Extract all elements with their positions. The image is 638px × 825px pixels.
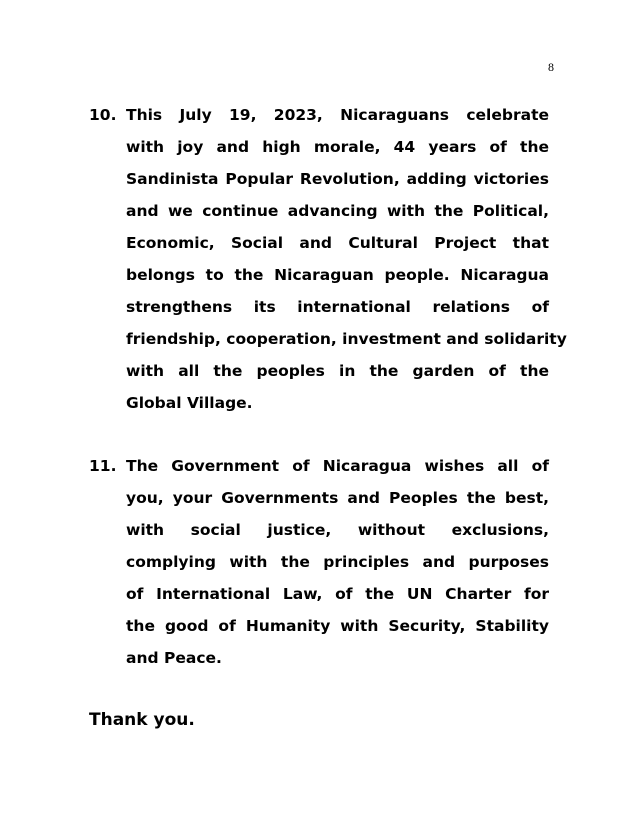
text-line: and we continue advancing with the Political, bbox=[126, 202, 549, 220]
paragraph-text bbox=[126, 99, 567, 419]
paragraph-number: 11. bbox=[89, 457, 117, 475]
text-line: friendship, cooperation, investment and solidarity bbox=[126, 330, 567, 348]
text-line: with all the peoples in the garden of the bbox=[126, 362, 549, 380]
text-line: of International Law, of the UN Charter for bbox=[126, 585, 549, 603]
text-line: you, your Governments and Peoples the best, bbox=[126, 489, 549, 507]
text-line: the good of Humanity with Security, Stability bbox=[126, 617, 549, 635]
text-line: with social justice, without exclusions, bbox=[126, 521, 549, 539]
paragraph-11 bbox=[89, 450, 549, 674]
text-line: Global Village. bbox=[126, 394, 253, 412]
text-line: complying with the principles and purposes bbox=[126, 553, 549, 571]
paragraph-10 bbox=[89, 99, 567, 419]
text-line: belongs to the Nicaraguan people. Nicaragua bbox=[126, 266, 549, 284]
closing-text: Thank you. bbox=[89, 710, 195, 730]
paragraph-text bbox=[126, 450, 549, 674]
paragraph-number: 10. bbox=[89, 106, 117, 124]
text-line: The Government of Nicaragua wishes all of bbox=[126, 457, 549, 475]
text-line: strengthens its international relations of bbox=[126, 298, 549, 316]
page-number: 8 bbox=[548, 60, 554, 74]
text-line: This July 19, 2023, Nicaraguans celebrate bbox=[126, 106, 549, 124]
text-line: Economic, Social and Cultural Project that bbox=[126, 234, 549, 252]
text-line: and Peace. bbox=[126, 649, 222, 667]
text-line: Sandinista Popular Revolution, adding victories bbox=[126, 170, 549, 188]
text-line: with joy and high morale, 44 years of the bbox=[126, 138, 549, 156]
